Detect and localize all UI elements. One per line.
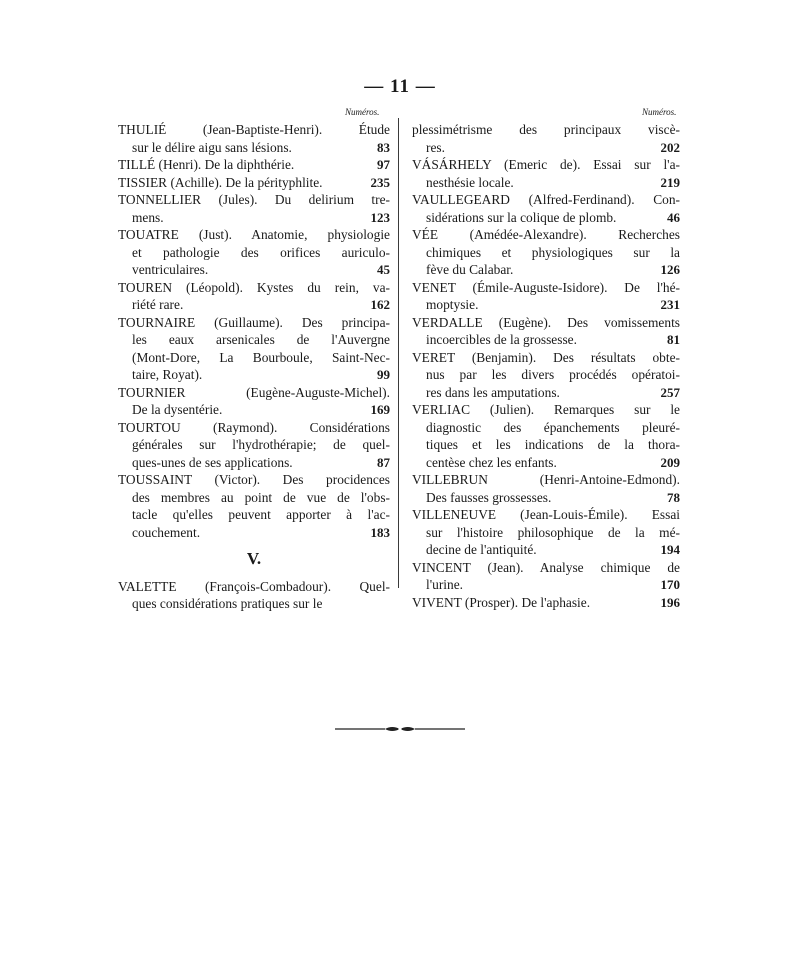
entry-text-line: mens. [132, 209, 164, 225]
index-entry [118, 384, 390, 419]
index-entry [412, 559, 680, 594]
index-entry [412, 471, 680, 506]
entry-text-line: VERDALLE (Eugène). Des vomissements [412, 314, 680, 330]
entry-text-line: TOUREN (Léopold). Kystes du rein, va- [118, 279, 390, 295]
entry-number: 202 [660, 139, 680, 155]
left-column [118, 121, 390, 613]
entry-text-line: VÁSÁRHELY (Emeric de). Essai sur l'a- [412, 157, 680, 172]
index-entry [412, 121, 680, 156]
entry-text-line: sur l'histoire philosophique de la mé- [426, 524, 680, 540]
entry-number: 78 [667, 489, 680, 505]
index-entry [412, 156, 680, 191]
right-column-header: Numéros. [642, 107, 677, 117]
entry-text-line: TONNELLIER (Jules). Du delirium tre- [118, 192, 390, 207]
entry-number: 235 [370, 174, 390, 190]
entry-text-line: TOURTOU (Raymond). Considérations [118, 419, 390, 435]
index-entry [118, 578, 390, 613]
entry-number: 162 [370, 297, 390, 312]
entry-text-line: VINCENT (Jean). Analyse chimique de [412, 559, 680, 575]
index-entry [412, 279, 680, 314]
entry-number: 219 [660, 174, 680, 190]
entry-text-line: decine de l'antiquité. [426, 542, 537, 557]
entry-text-line: ques considérations pratiques sur le [132, 596, 323, 611]
entry-text-line: riété rare. [132, 297, 184, 312]
entry-text-line: chimiques et physiologiques sur la [426, 244, 680, 260]
entry-text-line: (Mont-Dore, La Bourboule, Saint-Nec- [132, 349, 390, 365]
entry-text-line: Des fausses grossesses. [426, 489, 552, 505]
entry-text-line: des membres au point de vue de l'obs- [132, 489, 390, 505]
entry-number: 81 [667, 332, 680, 347]
entry-text-line: diagnostic des épanchements pleuré- [426, 419, 680, 435]
entry-text-line: l'urine. [426, 577, 463, 592]
entry-text-line: res dans les amputations. [426, 384, 560, 400]
entry-text-line: TOURNAIRE (Guillaume). Des principa- [118, 314, 390, 330]
entry-text-line: sur le délire aigu sans lésions. [132, 139, 292, 155]
entry-text-line: couchement. [132, 524, 201, 540]
index-entry [412, 349, 680, 402]
entry-text-line: ques-unes de ses applications. [132, 454, 293, 470]
page-number: — 11 — [364, 76, 436, 97]
entry-text-line: taire, Royat). [132, 367, 203, 382]
index-entry [412, 226, 680, 279]
entry-text-line: nus par les divers procédés opératoi- [426, 367, 680, 382]
index-entry [412, 191, 680, 226]
entry-number: 231 [660, 297, 680, 312]
entry-text-line: nesthésie locale. [426, 174, 514, 190]
entry-text-line: VALETTE (François-Combadour). Quel- [118, 578, 390, 594]
index-entry [118, 191, 390, 226]
entry-number: 194 [660, 542, 680, 557]
index-entry [118, 226, 390, 279]
entry-text-line: res. [426, 139, 445, 155]
entry-text-line: TOUSSAINT (Victor). Des procidences [118, 472, 390, 487]
column-divider [398, 118, 399, 588]
index-entry [118, 471, 390, 541]
entry-text-line: VENET (Émile-Auguste-Isidore). De l'hé- [412, 279, 680, 295]
index-entry [118, 121, 390, 156]
entry-number: 196 [660, 594, 680, 610]
index-entry [412, 401, 680, 471]
entry-text-line: TILLÉ (Henri). De la diphthérie. [118, 157, 295, 172]
section-letter: V. [246, 549, 262, 568]
entry-number: 99 [377, 367, 390, 382]
index-entry [118, 279, 390, 314]
entry-text-line: ventriculaires. [132, 262, 209, 277]
entry-number: 97 [377, 157, 390, 172]
left-column-header: Numéros. [345, 107, 380, 117]
entry-number: 209 [660, 454, 680, 470]
entry-text-line: VERET (Benjamin). Des résultats obte- [412, 349, 680, 365]
entry-number: 45 [377, 262, 390, 277]
entry-text-line: centèse chez les enfants. [426, 454, 557, 470]
entry-text-line: tiques et les indications de la thora- [426, 437, 680, 452]
index-entry [118, 314, 390, 384]
index-entry [118, 419, 390, 472]
index-entry [118, 174, 390, 192]
entry-text-line: TOURNIER (Eugène-Auguste-Michel). [118, 384, 390, 400]
entry-text-line: TOUATRE (Just). Anatomie, physiologie [118, 227, 390, 242]
entry-text-line: VIVENT (Prosper). De l'aphasie. [412, 594, 591, 610]
index-entry [412, 314, 680, 349]
entry-text-line: De la dysentérie. [132, 402, 223, 417]
index-entry [118, 156, 390, 174]
right-entries [412, 121, 680, 611]
entry-text-line: VÉE (Amédée-Alexandre). Recherches [412, 227, 680, 242]
entry-text-line: VILLEBRUN (Henri-Antoine-Edmond). [412, 472, 680, 487]
ornament-divider [335, 724, 465, 734]
entry-number: 169 [370, 402, 390, 417]
entry-number: 183 [370, 524, 390, 540]
entry-number: 46 [667, 209, 680, 225]
entry-number: 257 [660, 384, 680, 400]
entry-text-line: incoercibles de la grossesse. [426, 332, 577, 347]
entry-text-line: les eaux arsenicales de l'Auvergne [132, 332, 390, 347]
entry-text-line: moptysie. [426, 297, 479, 312]
entry-text-line: générales sur l'hydrothérapie; de quel- [132, 437, 390, 452]
index-entry [412, 506, 680, 559]
entry-text-line: VAULLEGEARD (Alfred-Ferdinand). Con- [412, 192, 680, 207]
entry-number: 123 [370, 209, 390, 225]
index-entry [412, 594, 680, 612]
entry-text-line: THULIÉ (Jean-Baptiste-Henri). Étude [118, 122, 390, 137]
entry-text-line: et pathologie des orifices auriculo- [132, 244, 390, 260]
entry-text-line: plessimétrisme des principaux viscè- [412, 122, 680, 137]
entry-text-line: sidérations sur la colique de plomb. [426, 209, 617, 225]
entry-number: 170 [660, 577, 680, 592]
right-column [412, 121, 680, 611]
entry-text-line: VERLIAC (Julien). Remarques sur le [412, 402, 680, 417]
entry-text-line: fève du Calabar. [426, 262, 514, 277]
entry-number: 87 [377, 454, 390, 470]
entry-text-line: VILLENEUVE (Jean-Louis-Émile). Essai [412, 507, 680, 522]
entry-text-line: TISSIER (Achille). De la pérityphlite. [118, 174, 323, 190]
left-entries [118, 121, 390, 541]
left-entries-after [118, 578, 390, 613]
entry-number: 126 [660, 262, 680, 277]
entry-number: 83 [377, 139, 390, 155]
entry-text-line: tacle qu'elles peuvent apporter à l'ac- [132, 507, 390, 522]
